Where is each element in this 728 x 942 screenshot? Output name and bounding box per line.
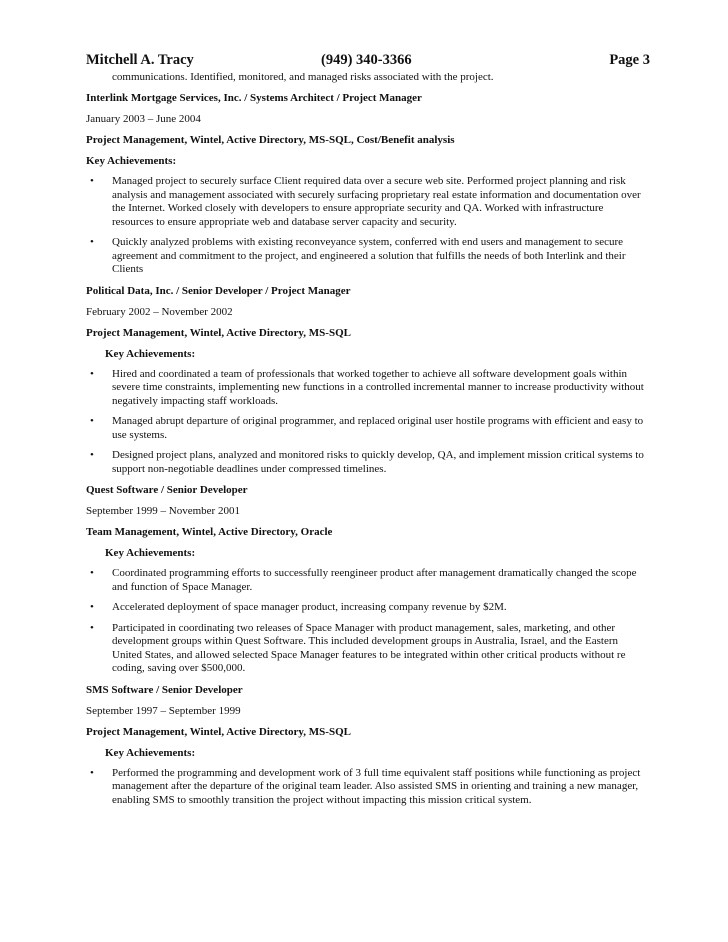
achievement-item [86,449,646,476]
achievements-label: Key Achievements: [105,547,196,559]
job-dates: September 1997 – September 1999 [86,704,241,717]
achievement-text: Managed abrupt departure of original programmer, and replaced original user hostile programs with efficient and easy to use systems. [112,415,644,441]
achievement-item [86,601,646,615]
achievement-text: Designed project plans, analyzed and monitored risks to quickly develop, QA, and implement mission critical systems to support non-negotiable deadlines under compressed timelines. [112,449,644,475]
achievements-label: Key Achievements: [105,746,196,759]
job-skills: Project Management, Wintel, Active Directory, MS-SQL [86,725,351,738]
achievement-list [86,175,646,277]
phone-number: (949) 340-3366 [321,52,412,68]
achievement-item [86,767,646,808]
job-title: SMS Software / Senior Developer [86,683,243,696]
achievement-item [86,567,646,594]
bullet-icon: • [90,449,94,461]
bullet-icon: • [90,567,94,579]
job-title: Interlink Mortgage Services, Inc. / Systems Architect / Project Manager [86,92,422,104]
job-dates: September 1999 – November 2001 [86,505,240,517]
bullet-icon: • [90,766,94,779]
achievements-label: Key Achievements: [86,155,177,167]
job-title: Political Data, Inc. / Senior Developer / Project Manager [86,284,351,297]
job-dates: January 2003 – June 2004 [86,113,201,125]
achievement-text: Coordinated programming efforts to successfully reengineer product after management dramatically changed the scope and function of Space Manager. [112,567,637,593]
bullet-icon: • [90,601,94,613]
job-entry [86,483,646,676]
achievement-item [86,368,646,409]
job-entry [86,683,646,808]
achievement-list [86,368,646,477]
page-header [86,52,650,72]
bullet-icon: • [90,236,94,248]
achievement-list [86,567,646,676]
achievement-text: Quickly analyzed problems with existing reconveyance system, conferred with end users and management to secure agreement and commitment to the project, and engineered a solution that fulfills the needs of both Interlink and their Clients [112,236,626,275]
achievement-text: Accelerated deployment of space manager product, increasing company revenue by $2M. [112,601,507,613]
bullet-icon: • [90,621,94,634]
achievement-text: Hired and coordinated a team of professionals that worked together to achieve all software development goals within severe time constraints, implementing new functions in a controlled incremental manner to increase productivity without negatively impacting staff workloads. [112,367,644,407]
achievement-text: Participated in coordinating two releases of Space Manager with product management, sales, marketing, and other development groups within Quest Software. This included development groups in Australia, Israel, and the Eastern United States, and allowed selected Space Manager features to be integrated within other critical products without re coding, saving over $500,000. [112,621,626,674]
resume-page [86,52,650,807]
job-skills: Team Management, Wintel, Active Directory, Oracle [86,526,333,538]
achievement-item [86,175,646,229]
achievement-text: Managed project to securely surface Client required data over a secure web site. Performed project planning and risk analysis and management associated with securely surfacing proprietary real estate information and documentation over the Internet. Worked closely with developers to ensure appropriate security and QA. Worked with infrastructure resources to ensure appropriate web and database server capacity and security. [112,175,641,228]
achievement-item [86,415,646,442]
job-dates: February 2002 – November 2002 [86,305,233,318]
achievement-list [86,767,646,808]
achievement-item [86,622,646,676]
achievements-label: Key Achievements: [105,347,196,360]
job-skills: Project Management, Wintel, Active Directory, MS-SQL, Cost/Benefit analysis [86,134,455,146]
achievement-text: Performed the programming and development work of 3 full time equivalent staff positions while functioning as project management after the departure of the original team leader. Also assisted SMS in orienting and training a new manager, enabling SMS to smoothly transition the project without impacting this mission critical system. [112,766,641,806]
continuation-text: communications. Identified, monitored, and managed risks associated with the project. [112,71,494,83]
page-number: Page 3 [609,52,650,68]
achievement-item [86,236,646,277]
bullet-icon: • [90,367,94,380]
job-entry [86,91,646,277]
job-entry [86,284,646,477]
bullet-icon: • [90,175,94,187]
job-skills: Project Management, Wintel, Active Directory, MS-SQL [86,326,351,339]
bullet-icon: • [90,415,94,427]
job-title: Quest Software / Senior Developer [86,484,248,496]
candidate-name: Mitchell A. Tracy [86,52,194,68]
